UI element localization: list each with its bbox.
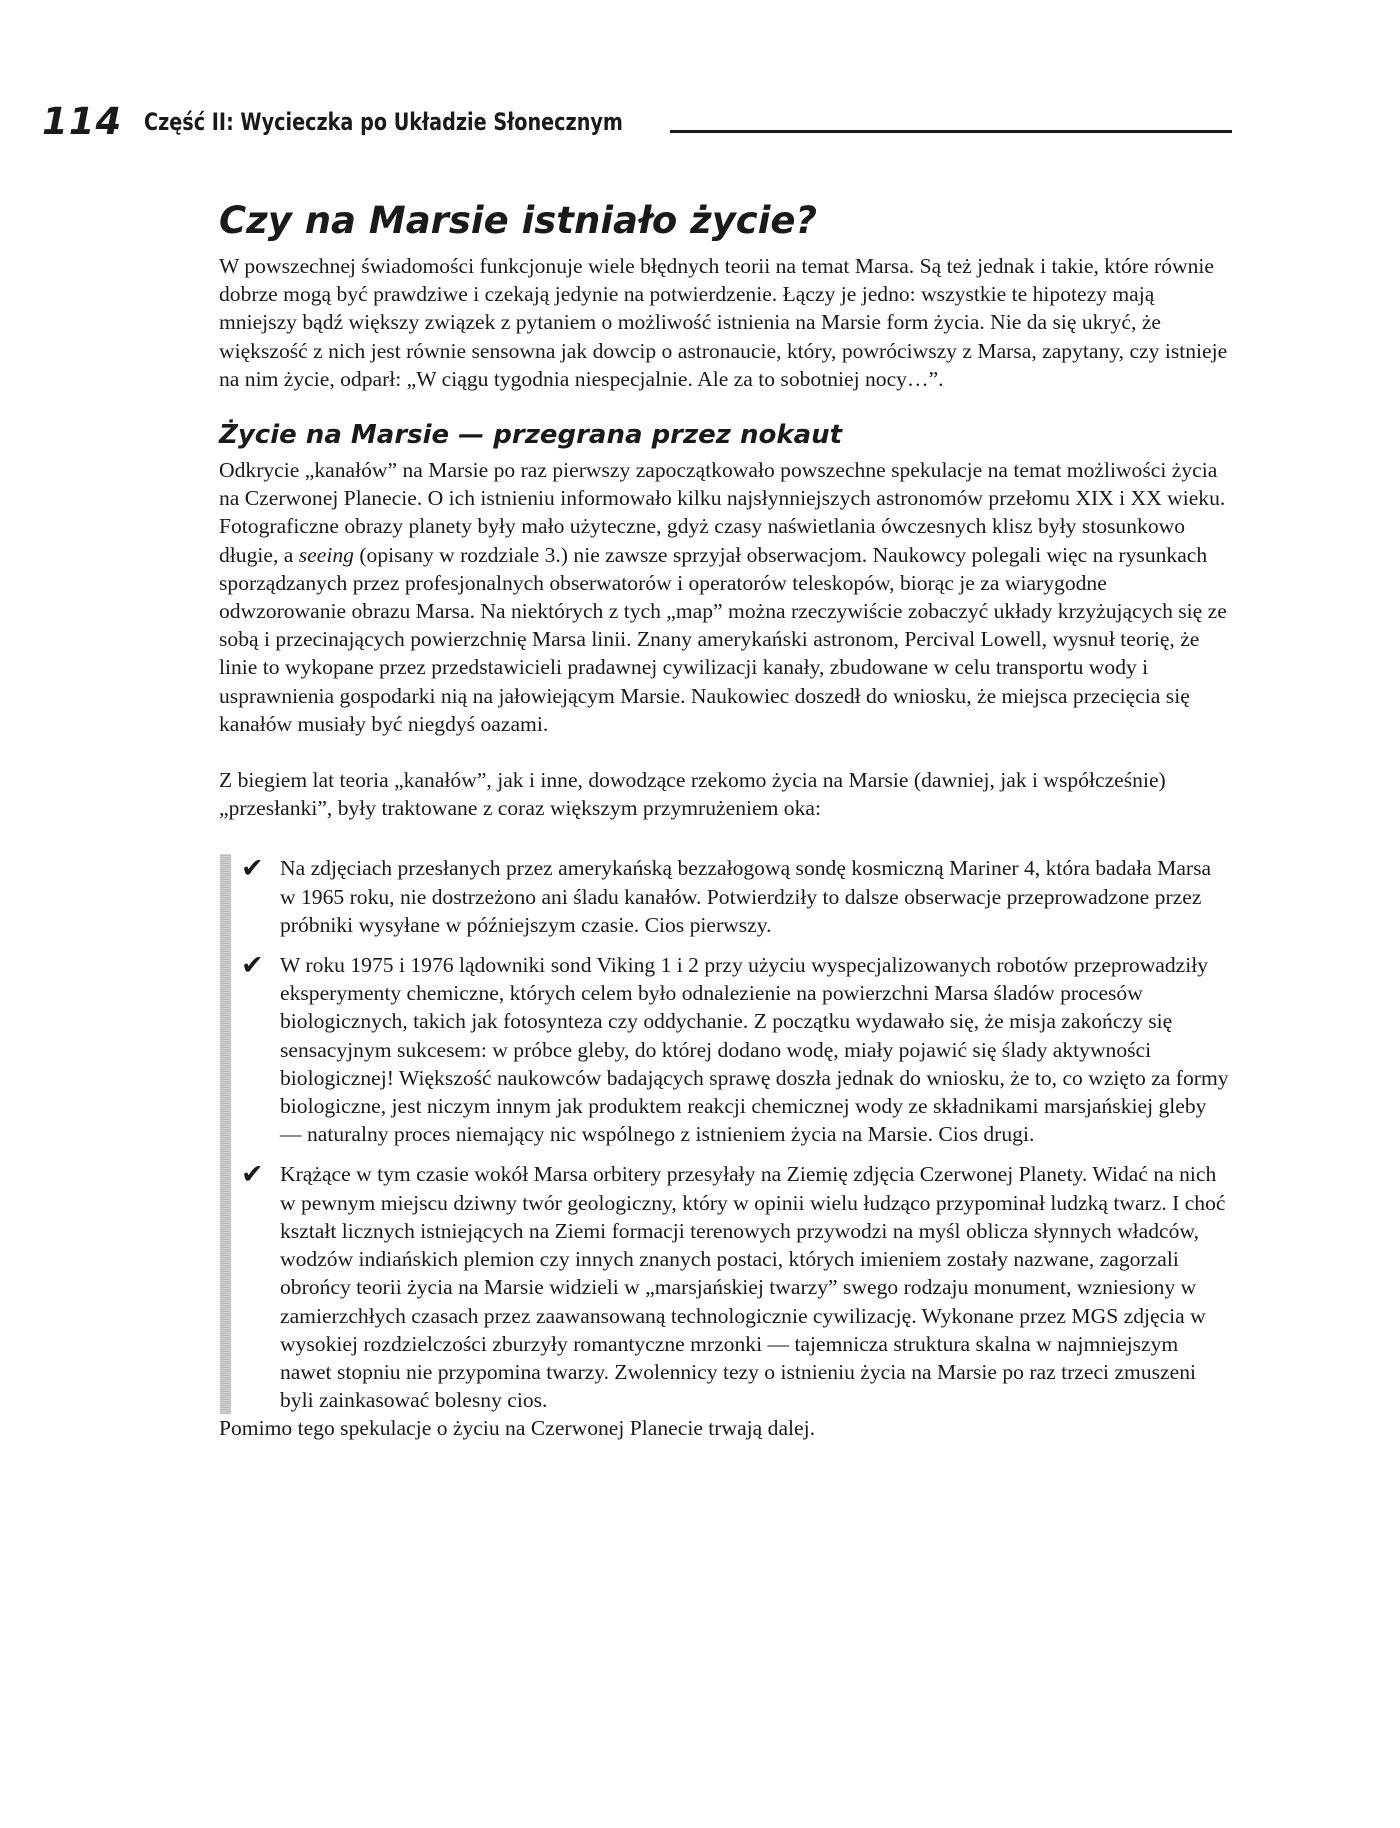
running-head: [42, 100, 1232, 143]
canals-paragraph-part2: (opisany w rozdziale 3.) nie zawsze sprzyjał obserwacjom. Naukowcy polegali więc na rysunkach sporządzanych przez profesjonalnych obserwatorów i operatorów teleskopów, biorąc je za wiarygodne odwzorowanie obrazu Marsa. Na niektórych z tych „map” można rzeczywiście zobaczyć układy krzyżujących się ze sobą i przecinających powierzchnię Marsa linii. Znany amerykański astronom, Percival Lowell, wysnuł teorię, że linie to wykopane przez przedstawicieli pradawnej cywilizacji kanały, zbudowane w celu transportu wody i usprawnienia gospodarki nią na jałowiejącym Marsie. Naukowiec doszedł do wniosku, że miejsca przecięcia się kanałów musiały być niegdyś oazami.: [219, 542, 1227, 736]
bullet-list: [219, 854, 1229, 1414]
canals-paragraph: [219, 456, 1229, 738]
canals-paragraph-part1: Odkrycie „kanałów” na Marsie po raz pierwszy zapoczątkowało powszechne spekulacje na temat możliwości życia na Czerwonej Planecie. O ich istnieniu informowało kilku najsłynniejszych astronomów przełomu XIX i XX wieku. Fotograficzne obrazy planety były mało użyteczne, gdyż czasy naświetlania ówczesnych klisz były stosunkowo długie, a: [219, 458, 1226, 567]
check-icon: ✔: [241, 950, 264, 982]
sidebar-shading: [220, 854, 231, 1414]
list-item-text: Krążące w tym czasie wokół Marsa orbitery przesyłały na Ziemię zdjęcia Czerwonej Planety. Widać na nich w pewnym miejscu dziwny twór geologiczny, który w opinii wielu łudząco przypominał ludzką twarz. I choć kształt licznych istniejących na Ziemi formacji terenowych przywodzi na myśl oblicza słynnych władców, wodzów indiańskich plemion czy innych znanych postaci, których imieniem zostały nazwane, zagorzali obrońcy teorii życia na Marsie widzieli w „marsjańskiej twarzy” swego rodzaju monument, wzniesiony w zamierzchłych czasach przez zaawansowaną technologicznie cywilizację. Wykonane przez MGS zdjęcia w wysokiej rozdzielczości zburzyły romantyczne mrzonki — tajemnicza struktura skalna w najmniejszym nawet stopniu nie przypomina twarzy. Zwolennicy tezy o istnieniu życia na Marsie po raz trzeci zmuszeni byli zainkasować bolesny cios.: [280, 1162, 1226, 1413]
running-title: Część II: Wycieczka po Układzie Słonecznym: [144, 108, 624, 136]
closing-paragraph: Pomimo tego spekulacje o życiu na Czerwonej Planecie trwają dalej.: [219, 1416, 816, 1441]
list-item: [241, 854, 1229, 939]
seeing-term: seeing: [298, 542, 354, 567]
header-rule: [670, 130, 1232, 133]
list-item: [241, 1160, 1229, 1414]
check-icon: ✔: [241, 853, 264, 885]
list-item: [241, 951, 1229, 1148]
list-item-text: Na zdjęciach przesłanych przez amerykańską bezzałogową sondę kosmiczną Mariner 4, która badała Marsa w 1965 roku, nie dostrzeżono ani śladu kanałów. Potwierdziły to dalsze obserwacje przeprowadzone przez próbniki wysyłane w późniejszym czasie. Cios pierwszy.: [280, 856, 1212, 937]
section-title: Czy na Marsie istniało życie?: [219, 199, 817, 242]
intro-paragraph: W powszechnej świadomości funkcjonuje wiele błędnych teorii na temat Marsa. Są też jednak i takie, które równie dobrze mogą być prawdziwe i czekają jedynie na potwierdzenie. Łączy je jedno: wszystkie te hipotezy mają mniejszy bądź większy związek z pytaniem o możliwość istnienia na Marsie form życia. Nie da się ukryć, że większość z nich jest równie sensowna jak dowcip o astronaucie, który, powróciwszy z Marsa, zapytany, czy istnieje na nim życie, odparł: „W ciągu tygodnia niespecjalnie. Ale za to sobotniej nocy…”.: [219, 254, 1228, 391]
list-item-text: W roku 1975 i 1976 lądowniki sond Viking 1 i 2 przy użyciu wyspecjalizowanych robotów przeprowadziły eksperymenty chemiczne, których celem było odnalezienie na powierzchni Marsa śladów procesów biologicznych, takich jak fotosynteza czy oddychanie. Z początku wydawało się, że misja zakończy się sensacyjnym sukcesem: w próbce gleby, do której dodano wodę, miały pojawić się ślady aktywności biologicznej! Większość naukowców badających sprawę doszła jednak do wniosku, że to, co wzięto za formy biologiczne, jest niczym innym jak produktem reakcji chemicznej wody ze składnikami marsjańskiej gleby — naturalny proces niemający nic wspólnego z istnieniem życia na Marsie. Cios drugi.: [280, 953, 1229, 1147]
page-content: [219, 198, 1229, 1443]
page-number: 114: [42, 100, 123, 143]
skepticism-paragraph: Z biegiem lat teoria „kanałów”, jak i inne, dowodzące rzekomo życia na Marsie (dawniej, jak i współcześnie) „przesłanki”, były traktowane z coraz większym przymrużeniem oka:: [219, 768, 1166, 821]
subsection-title: Życie na Marsie — przegrana przez nokaut: [219, 420, 843, 451]
check-icon: ✔: [241, 1159, 264, 1191]
